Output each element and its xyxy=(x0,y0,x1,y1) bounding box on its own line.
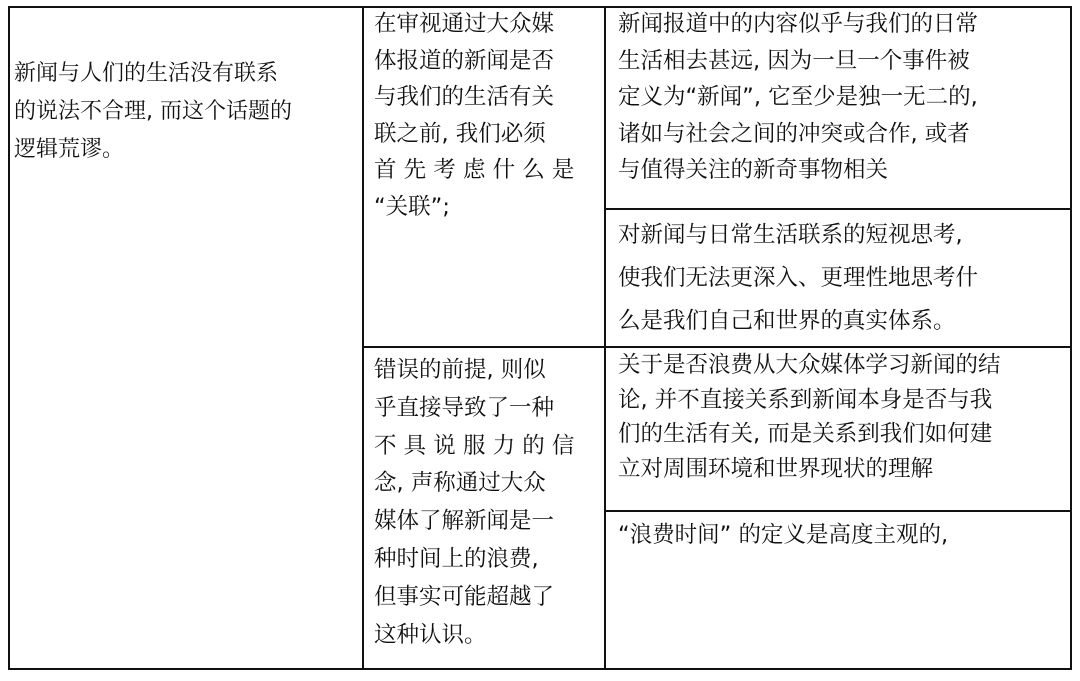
text-line: 与值得关注的新奇事物相关 xyxy=(618,157,889,183)
cell-right-1 xyxy=(618,6,1068,189)
text-line: 使我们无法更深入、更理性地思考什 xyxy=(618,265,979,291)
text-line: 关于是否浪费从大众媒体学习新闻的结 xyxy=(618,352,1001,378)
cell-middle-bottom xyxy=(374,352,602,654)
text-line: 但事实可能超越了 xyxy=(374,583,555,610)
cell-right-2 xyxy=(618,214,1068,343)
text-line: 体报道的新闻是否 xyxy=(374,47,555,74)
text-line: 这种认识。 xyxy=(374,621,487,648)
text-line: 的说法不合理, 而这个话题的 xyxy=(14,99,292,124)
text-line: 逻辑荒谬。 xyxy=(14,137,125,162)
row-divider-right-1 xyxy=(604,208,1072,210)
text-line: 么是我们自己和世界的真实体系。 xyxy=(618,308,956,334)
text-line: 乎直接导致了一种 xyxy=(374,394,555,421)
text-line: 与我们的生活有关 xyxy=(374,84,555,110)
column-divider-1 xyxy=(362,6,364,670)
cell-right-4 xyxy=(618,517,1068,553)
text-line: 生活相去甚远, 因为一旦一个事件被 xyxy=(618,47,970,74)
text-line: 新闻报道中的内容似乎与我们的日常 xyxy=(618,11,979,37)
text-line: 论, 并不直接关系到新闻本身是否与我 xyxy=(618,386,993,413)
text-line: “浪费时间” 的定义是高度主观的, xyxy=(618,522,949,548)
text-line: 错误的前提, 则似 xyxy=(374,357,546,383)
text-line: 念, 声称通过大众 xyxy=(374,470,546,497)
column-divider-2 xyxy=(604,6,606,670)
text-line: 媒体了解新闻是一 xyxy=(374,508,555,535)
row-divider-right-2 xyxy=(604,510,1072,512)
text-line: 们的生活有关, 而是关系到我们如何建 xyxy=(618,421,993,448)
text-line: 首 先 考 虑 什 么 是 xyxy=(374,157,575,183)
cell-right-3 xyxy=(618,348,1068,487)
text-line: 诸如与社会之间的冲突或合作, 或者 xyxy=(618,120,970,147)
text-line: 在审视通过大众媒 xyxy=(374,11,555,37)
text-line: “关联”; xyxy=(374,193,450,220)
text-line: 联之前, 我们必须 xyxy=(374,120,546,147)
text-line: 不 具 说 服 力 的 信 xyxy=(374,432,575,459)
cell-middle-top xyxy=(374,6,602,225)
text-line: 种时间上的浪费, xyxy=(374,545,539,572)
cell-left-claim xyxy=(14,55,359,169)
text-line: 新闻与人们的生活没有联系 xyxy=(14,61,279,86)
text-line: 立对周围环境和世界现状的理解 xyxy=(618,456,934,483)
text-line: 对新闻与日常生活联系的短视思考, xyxy=(618,222,963,248)
text-line: 定义为“新闻”, 它至少是独一无二的, xyxy=(618,84,978,110)
